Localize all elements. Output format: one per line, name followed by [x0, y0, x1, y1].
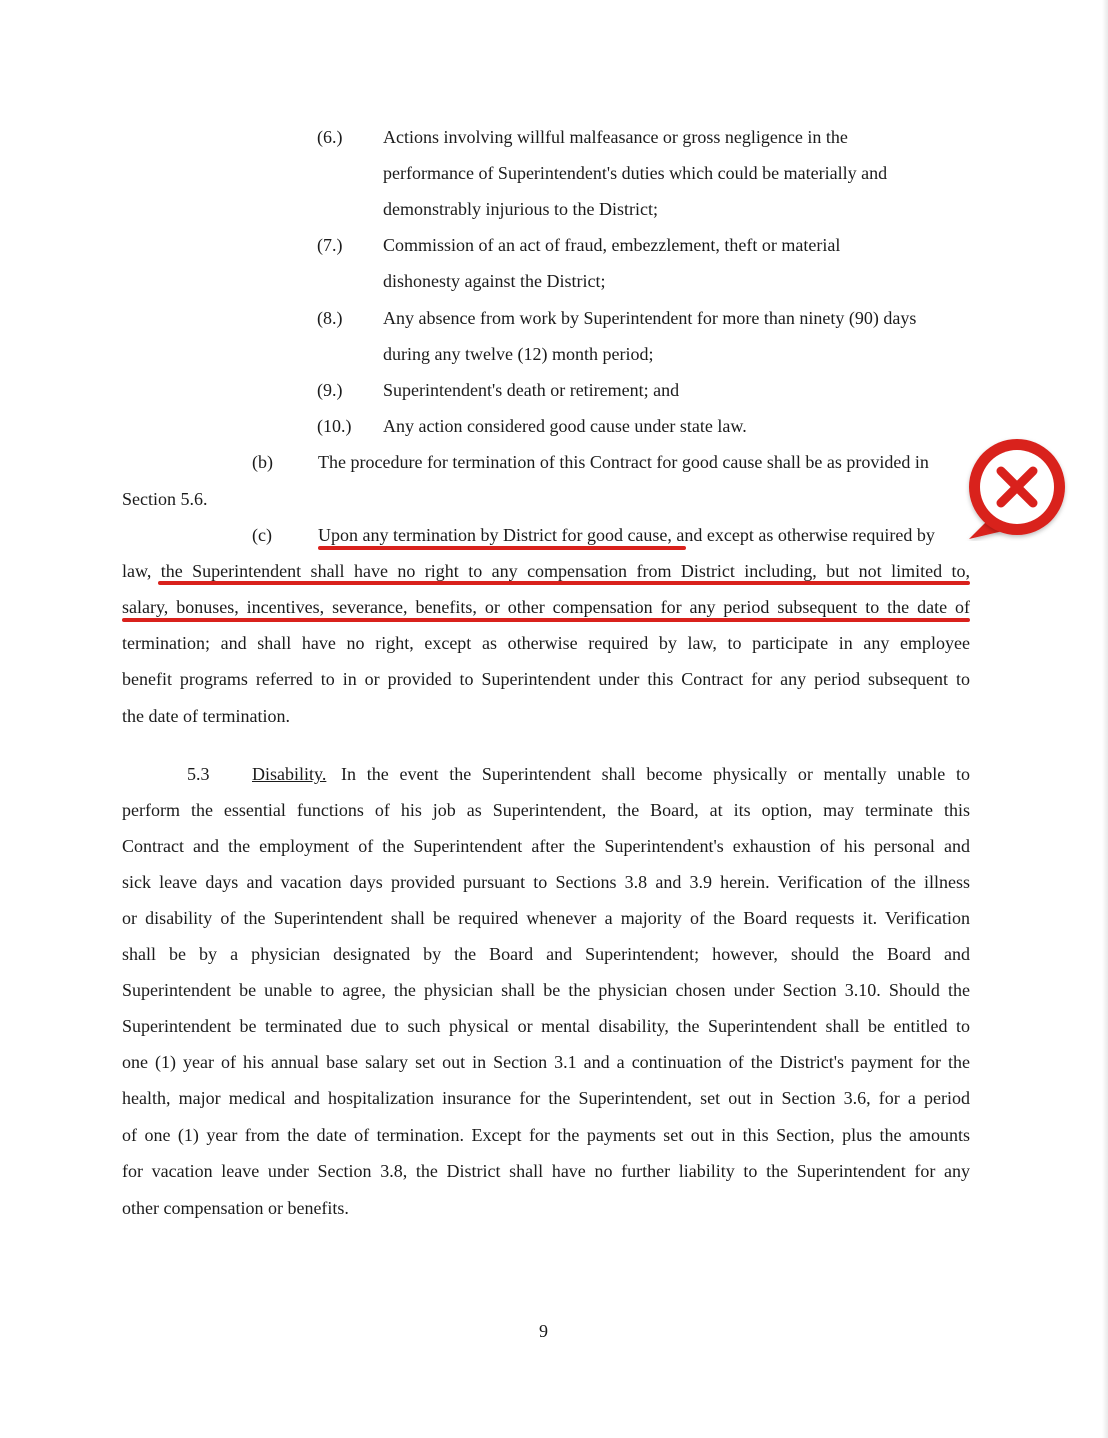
section-line-5: shall be by a physician designated by the Board and Superintendent; however, should the Board and	[122, 944, 970, 964]
highlight-underline-3	[122, 618, 970, 622]
x-mark-icon	[965, 435, 1071, 541]
highlight-underline-1	[318, 546, 686, 550]
section-line-10: of one (1) year from the date of termination. Except for the payments set out in this Section, plus the amounts	[122, 1125, 970, 1145]
para-c-label: (c)	[252, 525, 272, 545]
section-first-line: In the event the Superintendent shall become physically or mentally unable to	[341, 764, 970, 784]
section-line-12: other compensation or benefits.	[122, 1198, 349, 1218]
section-line-4: or disability of the Superintendent shall be required whenever a majority of the Board requests it. Verification	[122, 908, 970, 928]
para-c-line-4: termination; and shall have no right, except as otherwise required by law, to participate in any employee	[122, 633, 970, 653]
para-b-label: (b)	[252, 452, 273, 472]
item-9-line-1: Superintendent's death or retirement; and	[383, 380, 680, 400]
section-line-1: perform the essential functions of his job as Superintendent, the Board, at its option, may terminate this	[122, 800, 970, 820]
item-6-line-2: performance of Superintendent's duties which could be materially and	[383, 163, 888, 183]
para-c-line-3: salary, bonuses, incentives, severance, benefits, or other compensation for any period subsequent to the date of	[122, 597, 970, 617]
section-line-3: sick leave days and vacation days provided pursuant to Sections 3.8 and 3.9 herein. Verification of the illness	[122, 872, 970, 892]
section-line-8: one (1) year of his annual base salary set out in Section 3.1 and a continuation of the District's payment for the	[122, 1052, 970, 1072]
section-line-9: health, major medical and hospitalization insurance for the Superintendent, set out in Section 3.6, for a period	[122, 1088, 970, 1108]
item-8-line-1: Any absence from work by Superintendent for more than ninety (90) days	[383, 308, 917, 328]
item-number-6: (6.)	[317, 127, 343, 147]
para-b-line-1: The procedure for termination of this Contract for good cause shall be as provided in	[318, 452, 929, 472]
section-heading: Disability.	[252, 764, 327, 784]
item-6-line-1: Actions involving willful malfeasance or gross negligence in the	[383, 127, 848, 147]
para-b-line-2: Section 5.6.	[122, 489, 208, 509]
item-number-8: (8.)	[317, 308, 343, 328]
section-line-7: Superintendent be terminated due to such physical or mental disability, the Superintendent shall be entitled to	[122, 1016, 970, 1036]
item-number-7: (7.)	[317, 235, 343, 255]
highlight-underline-2	[158, 581, 970, 585]
item-6-line-3: demonstrably injurious to the District;	[383, 199, 658, 219]
item-8-line-2: during any twelve (12) month period;	[383, 344, 654, 364]
para-c-line-1: Upon any termination by District for good cause, and except as otherwise required by	[318, 525, 935, 545]
item-7-line-2: dishonesty against the District;	[383, 271, 606, 291]
para-c-line-2: law, the Superintendent shall have no right to any compensation from District including, but not limited to,	[122, 561, 970, 581]
section-line-2: Contract and the employment of the Superintendent after the Superintendent's exhaustion of his personal and	[122, 836, 970, 856]
page-number: 9	[539, 1321, 548, 1341]
para-c-line-5: benefit programs referred to in or provided to Superintendent under this Contract for any period subsequent to	[122, 669, 970, 689]
section-line-6: Superintendent be unable to agree, the physician shall be the physician chosen under Section 3.10. Should the	[122, 980, 970, 1000]
item-number-10: (10.)	[317, 416, 352, 436]
section-line-11: for vacation leave under Section 3.8, the District shall have no further liability to the Superintendent for any	[122, 1161, 970, 1181]
item-number-9: (9.)	[317, 380, 343, 400]
item-7-line-1: Commission of an act of fraud, embezzlement, theft or material	[383, 235, 841, 255]
page-edge-shadow	[1102, 0, 1108, 1438]
section-number: 5.3	[187, 764, 210, 784]
item-10-line-1: Any action considered good cause under state law.	[383, 416, 747, 436]
para-c-line-6: the date of termination.	[122, 706, 290, 726]
